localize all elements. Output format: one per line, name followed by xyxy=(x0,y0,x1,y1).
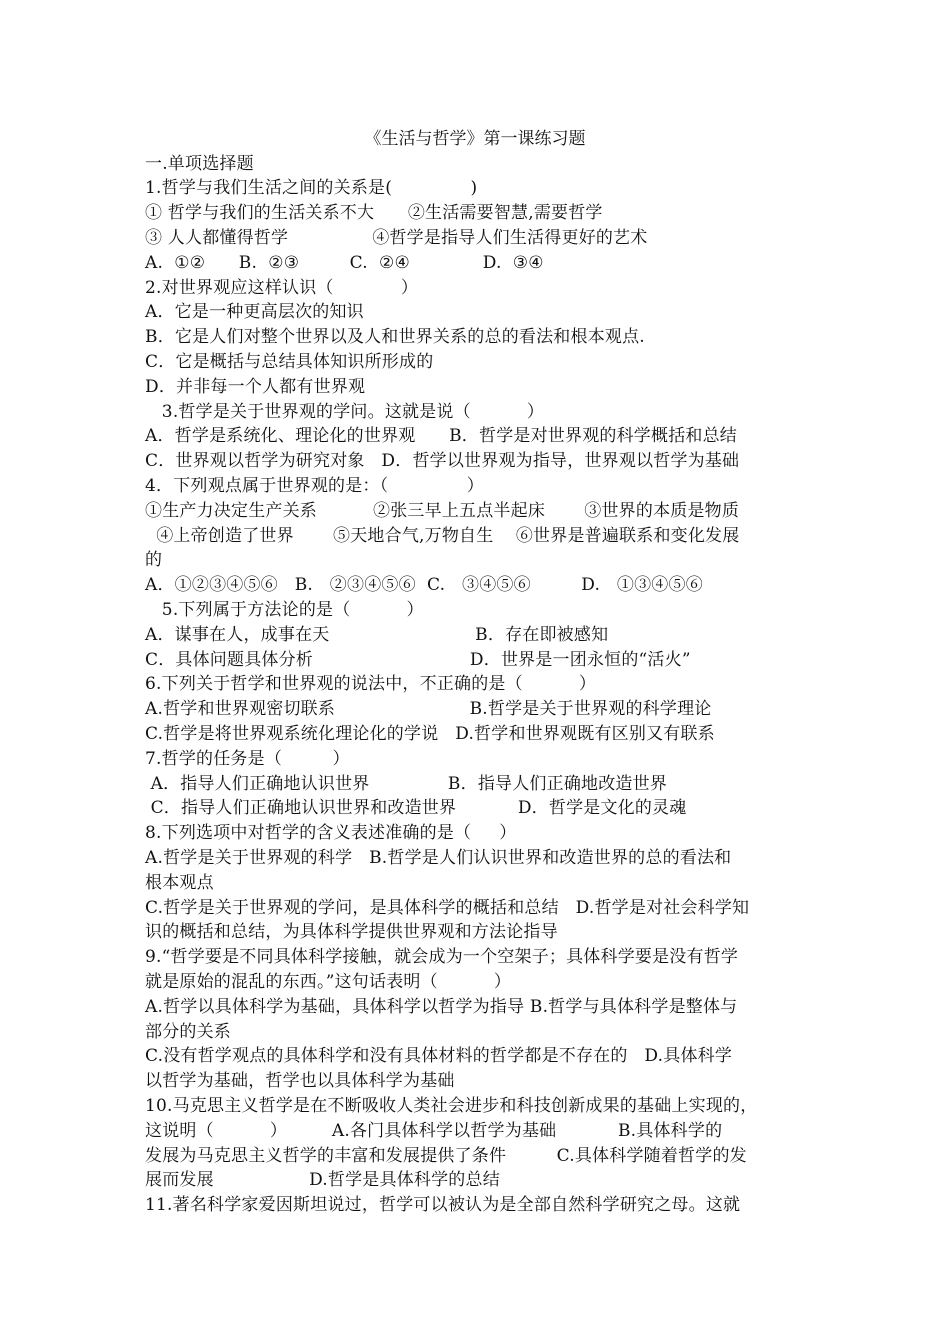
text-line: 10.马克思主义哲学是在不断吸收人类社会进步和科技创新成果的基础上实现的， xyxy=(145,1096,758,1116)
text-line: A．哲学是系统化、理论化的世界观 B．哲学是对世界观的科学概括和总结 xyxy=(145,426,737,446)
text-line: 6.下列关于哲学和世界观的说法中，不正确的是（ ） xyxy=(145,674,597,694)
text-line: 就是原始的混乱的东西。”这句话表明（ ） xyxy=(145,972,512,992)
text-line: A．它是一种更高层次的知识 xyxy=(145,302,364,322)
text-line: 1.哲学与我们生活之间的关系是( ) xyxy=(145,178,478,198)
text-line: A．指导人们正确地认识世界 B．指导人们正确地改造世界 xyxy=(145,774,668,794)
text-line: D．并非每一个人都有世界观 xyxy=(145,377,366,397)
text-line: B．它是人们对整个世界以及人和世界关系的总的看法和根本观点. xyxy=(145,327,645,347)
text-line: A. ①② B. ②③ C. ②④ D. ③④ xyxy=(145,253,544,273)
text-line: A.哲学是关于世界观的科学 B.哲学是人们认识世界和改造世界的总的看法和 xyxy=(145,848,732,868)
text-line: ④上帝创造了世界 ⑤天地合气,万物自生 ⑥世界是普遍联系和变化发展 xyxy=(145,526,740,546)
text-line: C．世界观以哲学为研究对象 D．哲学以世界观为指导，世界观以哲学为基础 xyxy=(145,451,740,471)
text-line: A.哲学和世界观密切联系 B.哲学是关于世界观的科学理论 xyxy=(145,699,712,719)
text-line: C．具体问题具体分析 D．世界是一团永恒的“活火” xyxy=(145,650,691,670)
text-line: C．指导人们正确地认识世界和改造世界 D．哲学是文化的灵魂 xyxy=(145,798,687,818)
text-line: 2.对世界观应这样认识（ ） xyxy=(145,278,419,298)
text-line: C.没有哲学观点的具体科学和没有具体材料的哲学都是不存在的 D.具体科学 xyxy=(145,1046,733,1066)
text-line: 展而发展 D.哲学是具体科学的总结 xyxy=(145,1170,500,1190)
text-line: 部分的关系 xyxy=(145,1022,231,1042)
text-line: 4．下列观点属于世界观的是：（ ） xyxy=(145,476,484,496)
text-line: 7.哲学的任务是（ ） xyxy=(145,749,350,769)
page-title: 《生活与哲学》第一课练习题 xyxy=(364,129,586,149)
text-line: C.哲学是将世界观系统化理论化的学说 D.哲学和世界观既有区别又有联系 xyxy=(145,724,715,744)
text-line: ③ 人人都懂得哲学 ④哲学是指导人们生活得更好的艺术 xyxy=(145,228,648,248)
text-line: C.哲学是关于世界观的学问，是具体科学的概括和总结 D.哲学是对社会科学知 xyxy=(145,898,750,918)
text-line: ① 哲学与我们的生活关系不大 ②生活需要智慧,需要哲学 xyxy=(145,203,603,223)
text-line: 3.哲学是关于世界观的学问。这就是说（ ） xyxy=(145,402,545,422)
text-line: ①生产力决定生产关系 ②张三早上五点半起床 ③世界的本质是物质 xyxy=(145,501,740,521)
text-line: 11.著名科学家爱因斯坦说过，哲学可以被认为是全部自然科学研究之母。这就 xyxy=(145,1195,741,1215)
text-line: 5.下列属于方法论的是（ ） xyxy=(145,600,424,620)
text-line: A．①②③④⑤⑥ B. ②③④⑤⑥ C. ③④⑤⑥ D. ①③④⑤⑥ xyxy=(145,575,703,595)
text-line: 识的概括和总结，为具体科学提供世界观和方法论指导 xyxy=(145,922,558,942)
text-line: 8.下列选项中对哲学的含义表述准确的是（ ） xyxy=(145,823,517,843)
text-line: 根本观点 xyxy=(145,873,214,893)
text-line: 9.“哲学要是不同具体科学接触，就会成为一个空架子；具体科学要是没有哲学 xyxy=(145,947,739,967)
section-heading: 一.单项选择题 xyxy=(145,154,254,174)
text-line: 发展为马克思主义哲学的丰富和发展提供了条件 C.具体科学随着哲学的发 xyxy=(145,1146,747,1166)
text-line: A．谋事在人，成事在天 B．存在即被感知 xyxy=(145,625,609,645)
text-line: 这说明（ ） A.各门具体科学以哲学为基础 B.具体科学的 xyxy=(145,1121,723,1141)
text-line: 的 xyxy=(145,550,163,570)
text-line: A.哲学以具体科学为基础，具体科学以哲学为指导 B.哲学与具体科学是整体与 xyxy=(145,997,738,1017)
text-line: 以哲学为基础，哲学也以具体科学为基础 xyxy=(145,1071,455,1091)
text-line: C．它是概括与总结具体知识所形成的 xyxy=(145,352,434,372)
